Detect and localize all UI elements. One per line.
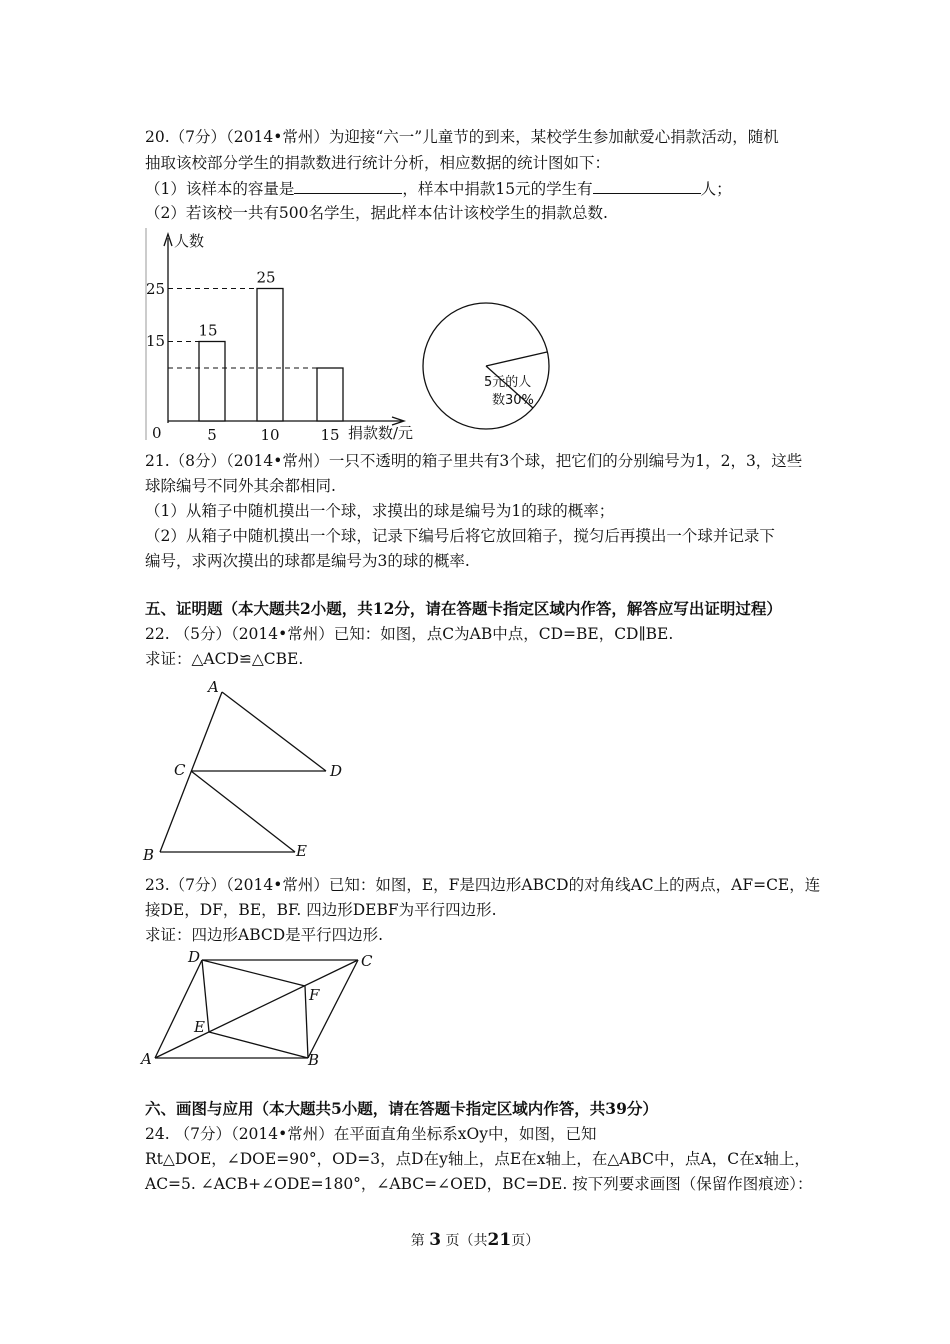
x-axis-label: 捐款数/元 — [348, 424, 414, 442]
q20-part1-text: （1）该样本的容量是 — [145, 180, 295, 198]
q20-part1-mid: ，样本中捐款15元的学生有 — [402, 180, 593, 198]
label-E: E — [194, 1018, 205, 1036]
label-B: B — [308, 1051, 320, 1069]
label-F: F — [309, 986, 320, 1004]
data-label-10-yuan: 25 — [256, 268, 276, 287]
q23-line1: 23.（7分）（2014•常州）已知：如图，E，F是四边形ABCD的对角线AC上的两点，AF=CE，连 — [145, 876, 821, 894]
y-tick-25: 25 — [146, 280, 166, 298]
q21-line1: 21.（8分）（2014•常州）一只不透明的箱子里共有3个球，把它们的分别编号为1，2，3，这些 — [145, 452, 803, 470]
footer-mid: 页（共 — [445, 1233, 488, 1249]
bar-15-yuan — [317, 368, 343, 421]
page-footer — [0, 1230, 950, 1250]
bar-5-yuan — [199, 342, 225, 422]
q21-line4: （2）从箱子中随机摸出一个球，记录下编号后将它放回箱子，搅匀后再摸出一个球并记录下 — [145, 527, 775, 545]
q20-line3 — [145, 178, 732, 199]
label-A: A — [208, 678, 219, 696]
q22-line2: 求证：△ACD≌△CBE. — [145, 650, 304, 668]
diagonal-AC — [155, 960, 358, 1058]
segment-CE — [191, 771, 295, 852]
pie-label-line2: 数30% — [492, 393, 534, 408]
x-tick-15: 15 — [320, 426, 340, 444]
label-E: E — [296, 842, 307, 860]
q23-line3: 求证：四边形ABCD是平行四边形. — [145, 926, 384, 944]
q20-line1: 20.（7分）（2014•常州）为迎接“六一”儿童节的到来，某校学生参加献爱心捐款活动，随机 — [145, 128, 779, 146]
sample-size-blank — [294, 178, 402, 194]
x-tick-10: 10 — [260, 426, 280, 444]
label-D: D — [330, 762, 343, 780]
q23-quadrilateral-figure — [140, 948, 390, 1068]
section-6-heading: 六、画图与应用（本大题共5小题，请在答题卡指定区域内作答，共39分） — [145, 1099, 658, 1118]
label-B: B — [143, 846, 155, 864]
q22-triangles-figure — [140, 678, 360, 868]
label-D: D — [188, 948, 201, 966]
q20-line4: （2）若该校一共有500名学生，据此样本估计该校学生的捐款总数. — [145, 204, 608, 222]
q24-line1: 24. （7分）（2014•常州）在平面直角坐标系xOy中，如图，已知 — [145, 1125, 597, 1143]
footer-suffix: 页） — [511, 1233, 540, 1249]
label-C: C — [174, 761, 186, 779]
section-5-heading: 五、证明题（本大题共2小题，共12分，请在答题卡指定区域内作答，解答应写出证明过程） — [145, 599, 782, 618]
q21-line5: 编号，求两次摸出的球都是编号为3的球的概率. — [145, 552, 470, 570]
segment-AD — [155, 960, 202, 1058]
segment-AB — [160, 692, 222, 852]
label-C: C — [361, 952, 373, 970]
bar-10-yuan — [257, 289, 283, 422]
q20-line2: 抽取该校部分学生的捐款数进行统计分析，相应数据的统计图如下： — [145, 154, 611, 172]
data-label-5-yuan: 15 — [198, 321, 218, 340]
x-tick-5: 5 — [207, 426, 217, 444]
q24-line2: Rt△DOE，∠DOE=90°，OD=3，点D在y轴上，点E在x轴上，在△ABC中，点A，C在x轴上， — [145, 1150, 810, 1168]
y-tick-15: 15 — [146, 332, 166, 350]
segment-CB — [308, 960, 358, 1058]
segment-EB — [209, 1032, 308, 1058]
segment-DF — [202, 960, 305, 986]
donation-pie-chart — [420, 300, 555, 435]
q23-line2: 接DE，DF，BE，BF. 四边形DEBF为平行四边形. — [145, 901, 497, 919]
footer-prefix: 第 — [410, 1233, 425, 1249]
segment-FB — [305, 986, 308, 1058]
q21-line2: 球除编号不同外其余都相同. — [145, 477, 336, 495]
label-A: A — [141, 1050, 152, 1068]
pie-label-line1: 5元的人 — [484, 375, 532, 390]
current-page-number: 3 — [429, 1230, 442, 1250]
q24-line3: AC=5. ∠ACB+∠ODE=180°，∠ABC=∠OED，BC=DE. 按下列要求画图（保留作图痕迹）： — [145, 1175, 813, 1193]
total-page-number: 21 — [487, 1230, 512, 1250]
donation-bar-chart — [140, 228, 440, 448]
q20-part1-end: 人； — [700, 180, 732, 198]
origin-label: 0 — [152, 424, 162, 442]
q22-line1: 22. （5分）（2014•常州）已知：如图，点C为AB中点，CD=BE，CD∥BE. — [145, 625, 674, 643]
fifteen-yuan-count-blank — [593, 178, 701, 194]
q21-line3: （1）从箱子中随机摸出一个球，求摸出的球是编号为1的球的概率； — [145, 502, 615, 520]
segment-AD — [222, 692, 326, 771]
y-axis-label: 人数 — [174, 232, 205, 250]
